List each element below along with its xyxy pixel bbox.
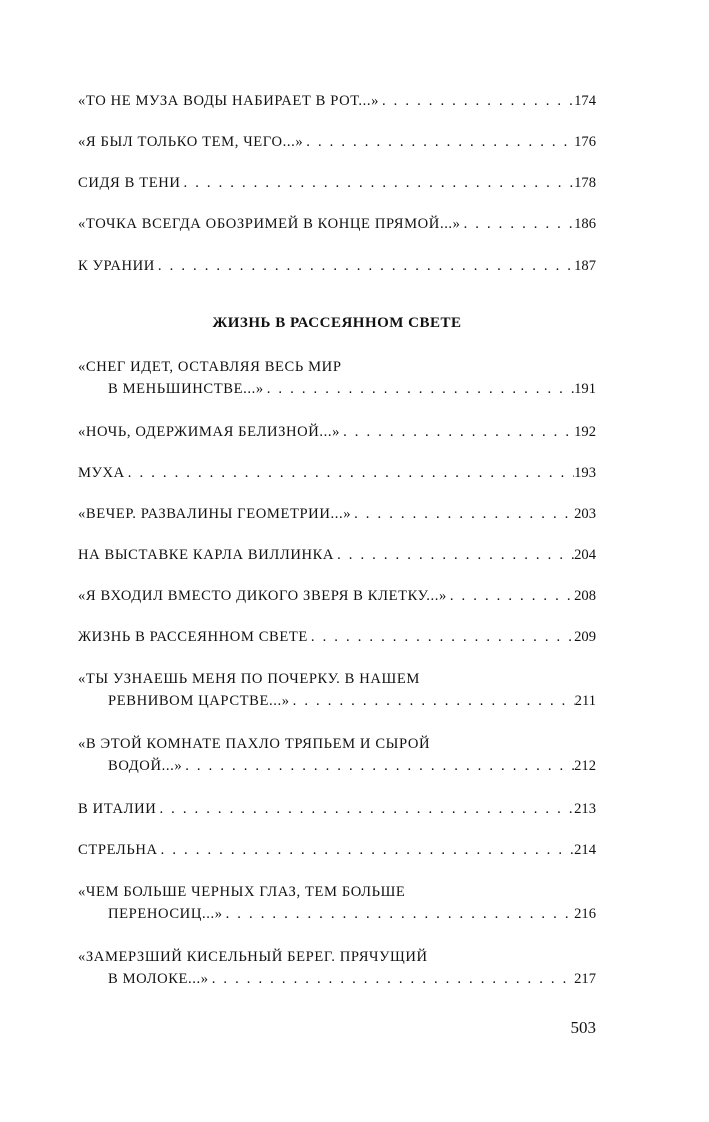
toc-entry: [78, 585, 596, 607]
toc-entry: [78, 503, 596, 525]
dot-leader: [290, 690, 575, 712]
entry-page: 174: [574, 93, 596, 109]
dot-leader: [125, 462, 574, 484]
entry-page: 203: [574, 506, 596, 522]
entry-title-line1: «ТЫ УЗНАЕШЬ МЕНЯ ПО ПОЧЕРКУ. В НАШЕМ: [78, 671, 420, 687]
entry-title-line1: «ЗАМЕРЗШИЙ КИСЕЛЬНЫЙ БЕРЕГ. ПРЯЧУЩИЙ: [78, 949, 428, 965]
page-number: 503: [570, 1018, 596, 1037]
dot-leader: [340, 421, 574, 443]
entry-title: СТРЕЛЬНА: [78, 842, 158, 858]
toc-entry: [78, 255, 596, 277]
entry-page: 211: [574, 693, 596, 709]
dot-leader: [155, 255, 574, 277]
entry-title: «ВЕЧЕР. РАЗВАЛИНЫ ГЕОМЕТРИИ...»: [78, 506, 352, 522]
entry-title: МУХА: [78, 465, 125, 481]
toc-entry: [78, 668, 596, 712]
entry-page: 217: [574, 971, 596, 987]
entry-title: «Я БЫЛ ТОЛЬКО ТЕМ, ЧЕГО...»: [78, 134, 304, 150]
entry-page: 191: [574, 381, 596, 397]
toc-entry: [78, 421, 596, 443]
entry-title-line1: «В ЭТОЙ КОМНАТЕ ПАХЛО ТРЯПЬЕМ И СЫРОЙ: [78, 736, 431, 752]
entry-title: НА ВЫСТАВКЕ КАРЛА ВИЛЛИНКА: [78, 547, 335, 563]
toc-entry: [78, 839, 596, 861]
entry-title: ЖИЗНЬ В РАССЕЯННОМ СВЕТЕ: [78, 629, 308, 645]
dot-leader: [461, 213, 575, 235]
entry-title: «Я ВХОДИЛ ВМЕСТО ДИКОГО ЗВЕРЯ В КЛЕТКУ...»: [78, 588, 447, 604]
dot-leader: [158, 839, 574, 861]
entry-title: «ТОЧКА ВСЕГДА ОБОЗРИМЕЙ В КОНЦЕ ПРЯМОЙ...»: [78, 216, 461, 232]
entry-title: «НОЧЬ, ОДЕРЖИМАЯ БЕЛИЗНОЙ...»: [78, 424, 341, 440]
toc-entry: [78, 172, 596, 194]
entry-title: В МОЛОКЕ...»: [108, 971, 209, 987]
dot-leader: [379, 90, 574, 112]
section-heading: ЖИЗНЬ В РАССЕЯННОМ СВЕТЕ: [212, 315, 462, 331]
dot-leader: [156, 798, 574, 820]
dot-leader: [223, 903, 575, 925]
toc-entry: [78, 131, 596, 153]
entry-title-line1: «ЧЕМ БОЛЬШЕ ЧЕРНЫХ ГЛАЗ, ТЕМ БОЛЬШЕ: [78, 884, 406, 900]
entry-page: 187: [574, 258, 596, 274]
entry-page: 208: [574, 588, 596, 604]
dot-leader: [308, 626, 574, 648]
toc-entry: [78, 90, 596, 112]
toc-entry: [78, 626, 596, 648]
entry-page: 178: [574, 175, 596, 191]
entry-title: В ИТАЛИИ: [78, 801, 157, 817]
entry-page: 204: [574, 547, 596, 563]
entry-title: ВОДОЙ...»: [108, 758, 183, 774]
toc-entry: [78, 733, 596, 777]
toc-entry: [78, 798, 596, 820]
entry-page: 193: [574, 465, 596, 481]
entry-title: К УРАНИИ: [78, 258, 155, 274]
dot-leader: [181, 172, 575, 194]
entry-page: 186: [574, 216, 596, 232]
toc-entry: [78, 213, 596, 235]
dot-leader: [182, 755, 574, 777]
entry-title-line1: «СНЕГ ИДЕТ, ОСТАВЛЯЯ ВЕСЬ МИР: [78, 359, 342, 375]
entry-page: 213: [574, 801, 596, 817]
dot-leader: [303, 131, 574, 153]
toc-entry: [78, 544, 596, 566]
toc-entry: [78, 356, 596, 400]
toc-entry: [78, 462, 596, 484]
entry-title: РЕВНИВОМ ЦАРСТВЕ...»: [108, 693, 290, 709]
dot-leader: [209, 968, 574, 990]
dot-leader: [447, 585, 574, 607]
entry-page: 216: [574, 906, 596, 922]
entry-title: «ТО НЕ МУЗА ВОДЫ НАБИРАЕТ В РОТ...»: [78, 93, 379, 109]
entry-title: ПЕРЕНОСИЦ...»: [108, 906, 223, 922]
entry-page: 212: [574, 758, 596, 774]
table-of-contents: [78, 0, 596, 1122]
toc-entry: [78, 946, 596, 990]
entry-title: СИДЯ В ТЕНИ: [78, 175, 181, 191]
entry-title: В МЕНЬШИНСТВЕ...»: [108, 381, 264, 397]
entry-page: 214: [574, 842, 596, 858]
toc-entry: [78, 881, 596, 925]
dot-leader: [264, 378, 574, 400]
entry-page: 209: [574, 629, 596, 645]
entry-page: 176: [574, 134, 596, 150]
entry-page: 192: [574, 424, 596, 440]
dot-leader: [351, 503, 574, 525]
dot-leader: [334, 544, 574, 566]
